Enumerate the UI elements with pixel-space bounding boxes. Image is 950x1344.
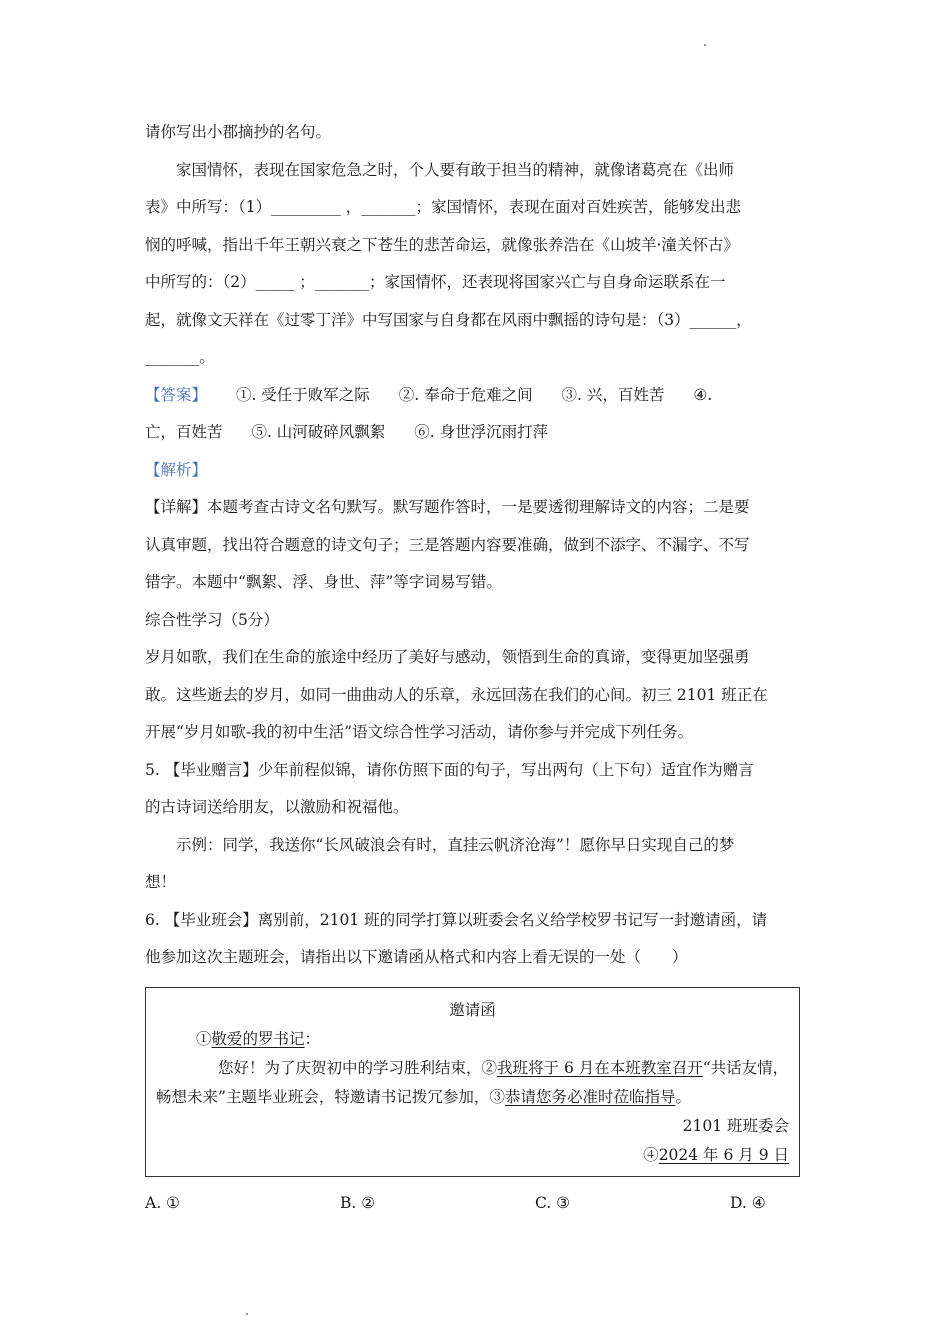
body-part-b: “共话友情，	[702, 1058, 789, 1077]
question-line-4: 中所写的：（2）_____ ；_______；家国情怀，还表现将国家兴亡与自身命运联系在一	[145, 273, 726, 291]
body-part-c: 畅想未来”主题毕业班会，特邀请书记拨冗参加，	[156, 1087, 490, 1106]
answer-item-3: ③. 兴，百姓苦	[561, 385, 665, 404]
option-b[interactable]: B. ②	[340, 1193, 376, 1212]
answer-options	[145, 1191, 810, 1215]
body-end: 。	[675, 1087, 691, 1106]
option-a[interactable]: A. ①	[145, 1193, 180, 1212]
q6-line-2: 他参加这次主题班会，请指出以下邀请函从格式和内容上看无误的一处（ ）	[145, 948, 688, 966]
invitation-box	[145, 987, 800, 1177]
question-line-1: 家国情怀，表现在国家危急之时，个人要有敢于担当的精神，就像诸葛亮在《出师	[176, 160, 735, 179]
greeting-colon: ：	[304, 1029, 321, 1048]
marker-2: ②	[481, 1058, 498, 1077]
bottom-dot	[246, 1313, 248, 1315]
section-intro-2: 敢。这些逝去的岁月，如同一曲曲动人的乐章，永远回荡在我们的心间。初三 2101 班正在	[145, 685, 768, 704]
q5-example-2: 想！	[145, 873, 177, 891]
answer-item-4-label: ④.	[693, 385, 713, 404]
section-intro-1: 岁月如歌，我们在生命的旅途中经历了美好与感动，领悟到生命的真谛，变得更加坚强勇	[145, 648, 750, 666]
invitation-body-2	[156, 1083, 789, 1112]
invitation-body-1	[156, 1054, 789, 1083]
option-d[interactable]: D. ④	[730, 1193, 766, 1212]
answer-item-1: ①. 受任于败军之际	[235, 385, 370, 404]
q6-line-1: 6. 【毕业班会】离别前，2101 班的同学打算以班委会名义给学校罗书记写一封邀请函，请	[145, 910, 768, 929]
answer-tag: 【答案】	[145, 385, 208, 404]
document-page	[145, 114, 810, 1215]
body-part-a: 您好！为了庆贺初中的学习胜利结束，	[218, 1058, 482, 1077]
detail-line-3: 错字。本题中“飘絮、浮、身世、萍”等字词易写错。	[145, 573, 502, 591]
intro-tail: 请你写出小郡摘抄的名句。	[145, 123, 332, 141]
invitation-greeting	[156, 1025, 789, 1054]
detail-line-2: 认真审题，找出符合题意的诗文句子；三是答题内容要准确，做到不添字、不漏字、不写	[145, 535, 750, 554]
question-line-6: _______。	[145, 348, 215, 366]
answer-item-5: ⑤. 山河破碎风飘絮	[251, 423, 386, 441]
question-line-5: 起，就像文天祥在《过零丁洋》中写国家与自身都在风雨中飘摇的诗句是：（3）______，	[145, 310, 752, 329]
invitation-title: 邀请函	[449, 1000, 496, 1019]
q5-line-2: 的古诗词送给朋友，以激励和祝福他。	[145, 798, 409, 816]
option-c[interactable]: C. ③	[535, 1193, 571, 1212]
marker-3: ③	[489, 1087, 505, 1106]
section-title: 综合性学习（5分）	[145, 610, 279, 629]
invitation-date-line	[156, 1141, 789, 1170]
analysis-tag: 【解析】	[145, 460, 208, 479]
answer-line-1	[145, 377, 810, 415]
question-line-3: 悯的呼喊，指出千年王朝兴衰之下苍生的悲苦命运，就像张养浩在《山坡羊·潼关怀古》	[145, 235, 739, 254]
greeting-text: 敬爱的罗书记	[211, 1029, 305, 1048]
marker-4: ④	[643, 1145, 659, 1164]
answer-item-4: 亡，百姓苦	[145, 423, 223, 441]
answer-item-2: ②. 奉命于危难之间	[398, 385, 533, 404]
body-underlined-1: 我班将于 6 月在本班教室召开	[497, 1058, 703, 1077]
body-underlined-2: 恭请您务必准时莅临指导	[504, 1087, 676, 1106]
invitation-signature: 2101 班班委会	[682, 1116, 789, 1135]
detail-line-1: 【详解】本题考查古诗文名句默写。默写题作答时，一是要透彻理解诗文的内容；二是要	[145, 498, 750, 516]
answer-item-6: ⑥. 身世浮沉雨打萍	[414, 423, 549, 441]
invitation-date: 2024 年 6 月 9 日	[658, 1145, 789, 1164]
question-line-2: 表》中所写：（1）_________ ，_______；家国情怀，表现在面对百姓疾苦，能够发出悲	[145, 198, 742, 216]
marker-1: ①	[196, 1029, 212, 1048]
answer-line-2	[145, 414, 810, 452]
q5-example-1: 示例：同学，我送你“长风破浪会有时，直挂云帆济沧海”！愿你早日实现自己的梦	[176, 835, 735, 854]
top-dot	[704, 44, 706, 46]
section-intro-3: 开展“岁月如歌-我的初中生活”语文综合性学习活动，请你参与并完成下列任务。	[145, 723, 694, 741]
q5-line-1: 5. 【毕业赠言】少年前程似锦，请你仿照下面的句子，写出两句（上下句）适宜作为赠言	[145, 760, 754, 779]
